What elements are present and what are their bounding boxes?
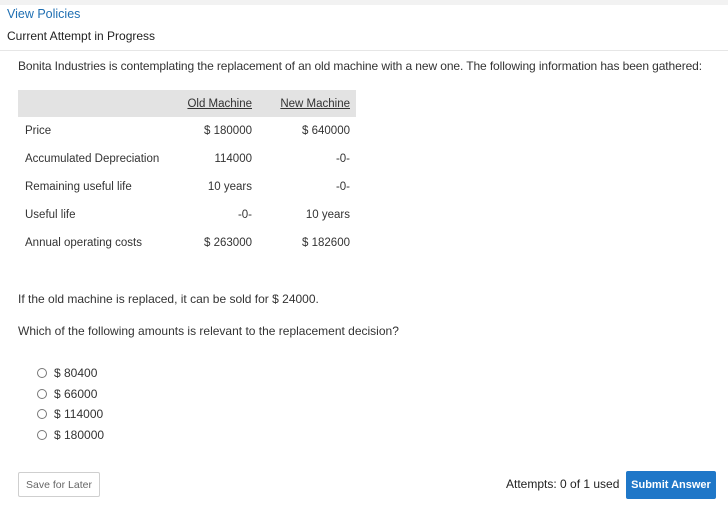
sold-text: If the old machine is replaced, it can be sold for $ 24000. (18, 292, 319, 306)
old-machine-value: -0- (237, 209, 252, 221)
option-label: $ 80400 (54, 366, 98, 381)
table-row (18, 173, 356, 201)
answer-option[interactable] (37, 384, 104, 405)
old-machine-value: $ 263000 (204, 237, 252, 249)
option-label: $ 66000 (54, 386, 98, 401)
submit-answer-button[interactable]: Submit Answer (626, 471, 716, 499)
new-machine-value: $ 182600 (302, 237, 350, 249)
top-bar (0, 0, 728, 5)
row-label: Price (25, 125, 52, 137)
option-label: $ 180000 (54, 427, 105, 442)
table-header-new-machine: New Machine (280, 97, 350, 110)
new-machine-value: -0- (335, 153, 350, 165)
table-row (18, 145, 356, 173)
view-policies-link[interactable]: View Policies (7, 7, 81, 21)
radio-button[interactable] (37, 430, 47, 440)
answer-options (37, 363, 104, 445)
row-label: Remaining useful life (25, 181, 132, 193)
radio-button[interactable] (37, 409, 47, 419)
new-machine-value: -0- (335, 181, 350, 193)
row-label: Annual operating costs (25, 237, 142, 249)
row-label: Accumulated Depreciation (25, 153, 160, 165)
row-label: Useful life (25, 209, 76, 221)
answer-option[interactable] (37, 363, 104, 384)
table-header-blank (18, 90, 175, 117)
table-header-row (18, 90, 356, 117)
save-for-later-button[interactable]: Save for Later (18, 472, 100, 497)
attempts-counter: Attempts: 0 of 1 used (506, 477, 620, 491)
attempt-title: Current Attempt in Progress (7, 29, 156, 43)
data-table (18, 90, 356, 257)
old-machine-value: 10 years (207, 181, 252, 193)
old-machine-value: $ 180000 (204, 125, 252, 137)
table-row (18, 229, 356, 257)
new-machine-value: $ 640000 (302, 125, 350, 137)
table-header-old-machine: Old Machine (187, 97, 252, 110)
radio-button[interactable] (37, 389, 47, 399)
question-prompt: Which of the following amounts is relevant to the replacement decision? (18, 324, 399, 338)
radio-button[interactable] (37, 368, 47, 378)
table-row (18, 201, 356, 229)
answer-option[interactable] (37, 425, 104, 446)
answer-option[interactable] (37, 404, 104, 425)
option-label: $ 114000 (54, 407, 104, 422)
old-machine-value: 114000 (214, 153, 252, 165)
question-text: Bonita Industries is contemplating the replacement of an old machine with a new one. The following information has been gathered: (18, 59, 702, 73)
table-row (18, 117, 356, 145)
new-machine-value: 10 years (305, 209, 350, 221)
divider (0, 50, 728, 51)
